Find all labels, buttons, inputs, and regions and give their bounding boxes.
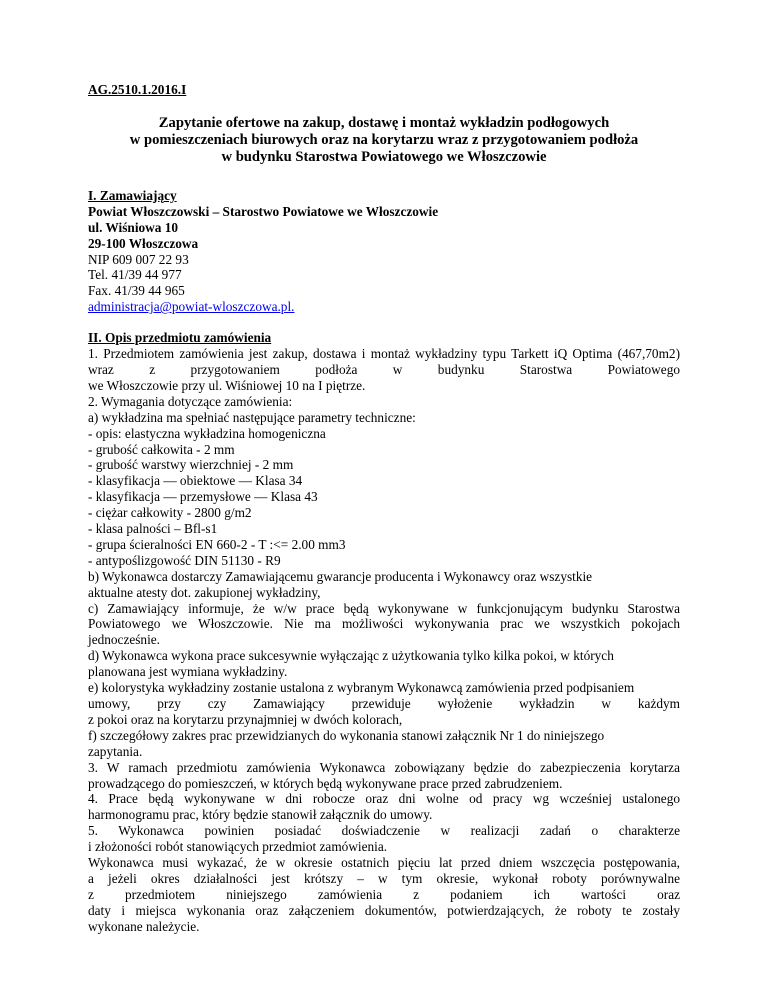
paragraph-3: 3. W ramach przedmiotu zamówienia Wykonawca zobowiązany będzie do zabezpieczenia korytarza xyxy=(88,759,680,775)
item-c: c) Zamawiający informuje, że w/w prace będą wykonywane w funkcjonującym budynku Starostwa Powiatowego we Włoszczowie. Nie ma możliwości wykonywania prac we wszystkich pokojach xyxy=(88,600,680,632)
item-b-line-2: aktualne atesty dot. zakupionej wykładziny, xyxy=(88,584,321,600)
param-item: - grubość warstwy wierzchniej - 2 mm xyxy=(88,457,294,473)
param-item: - antypoślizgowość DIN 51130 - R9 xyxy=(88,552,281,568)
param-item: - klasyfikacja — obiektowe — Klasa 34 xyxy=(88,473,303,489)
experience-line-1: Wykonawca musi wykazać, że w okresie ostatnich pięciu lat przed dniem wszczęcia postępowania, xyxy=(88,855,680,871)
item-f-last: zapytania. xyxy=(88,743,143,759)
title-line-1: Zapytanie ofertowe na zakup, dostawę i montaż wykładzin podłogowych xyxy=(158,114,610,131)
paragraph-5-last: i złożoności robót stanowiących przedmiot zamówienia. xyxy=(88,839,388,855)
param-item: - opis: elastyczna wykładzina homogeniczna xyxy=(88,425,326,441)
item-f: f) szczegółowy zakres prac przewidzianych do wykonania stanowi załącznik Nr 1 do niniejszego xyxy=(88,727,605,743)
document-reference: AG.2510.1.2016.I xyxy=(88,82,187,97)
param-item: - grubość całkowita - 2 mm xyxy=(88,441,235,457)
org-fax: Fax. 41/39 44 965 xyxy=(88,283,185,299)
item-c-last: jednocześnie. xyxy=(88,632,160,648)
paragraph-5: 5. Wykonawca powinien posiadać doświadczenie w realizacji zadań o charakterze xyxy=(88,823,680,839)
document-title xyxy=(88,115,680,166)
experience-line-5: wykonane należycie. xyxy=(88,918,200,934)
org-email-link[interactable]: administracja@powiat-wloszczowa.pl. xyxy=(88,299,295,315)
section-contracting-authority xyxy=(88,188,680,315)
section-1-heading: I. Zamawiający xyxy=(88,187,177,203)
paragraph-2: 2. Wymagania dotyczące zamówienia: xyxy=(88,393,293,409)
item-e-line-2: umowy, przy czy Zamawiający przewiduje wyłożenie wykładzin w każdym xyxy=(88,696,680,711)
experience-line-4: daty i miejsca wykonania oraz załączeniem dokumentów, potwierdzających, że roboty te zostały xyxy=(88,902,680,918)
paragraph-1: 1. Przedmiotem zamówienia jest zakup, dostawa i montaż wykładziny typu Tarkett iQ Optima (467,70m2) wraz z przygotowaniem podłoża w budynku Starostwa Powiatowego xyxy=(88,346,680,377)
title-line-2: w pomieszczeniach biurowych oraz na korytarzu wraz z przygotowaniem podłoża xyxy=(129,131,639,148)
param-item: - ciężar całkowity - 2800 g/m2 xyxy=(88,505,252,521)
item-d-line-2: planowana jest wymiana wykładziny. xyxy=(88,664,288,680)
document-page xyxy=(88,82,680,935)
experience-line-2: a jeżeli okres działalności jest krótszy – w tym okresie, wykonał roboty porównywalne xyxy=(88,870,680,886)
item-a-intro: a) wykładzina ma spełniać następujące parametry techniczne: xyxy=(88,409,416,425)
item-b-line-1: b) Wykonawca dostarczy Zamawiającemu gwarancje producenta i Wykonawcy oraz wszystkie xyxy=(88,568,593,584)
paragraph-4-last: harmonogramu prac, który będzie stanowił załącznik do umowy. xyxy=(88,807,433,823)
item-e-line-3: z pokoi oraz na korytarzu przynajmniej w dwóch kolorach, xyxy=(88,711,403,727)
paragraph-1-last: we Włoszczowie przy ul. Wiśniowej 10 na I piętrze. xyxy=(88,377,366,393)
section-order-description xyxy=(88,330,680,934)
org-street: ul. Wiśniowa 10 xyxy=(88,219,179,235)
param-item: - klasa palności – Bfl-s1 xyxy=(88,521,218,537)
experience-line-3: z przedmiotem niniejszego zamówienia z podaniem ich wartości oraz xyxy=(88,886,680,902)
title-line-3: w budynku Starostwa Powiatowego we Włoszczowie xyxy=(221,148,547,165)
paragraph-3-last: prowadzącego do pomieszczeń, w których będą wykonywane prace przed zabrudzeniem. xyxy=(88,775,563,791)
org-postal: 29-100 Włoszczowa xyxy=(88,235,199,251)
org-nip: NIP 609 007 22 93 xyxy=(88,251,189,267)
paragraph-4: 4. Prace będą wykonywane w dni robocze oraz dni wolne od pracy wg wcześniej ustalonego xyxy=(88,791,680,807)
param-item: - klasyfikacja — przemysłowe — Klasa 43 xyxy=(88,489,318,505)
param-item: - grupa ścieralności EN 660-2 - T :<= 2.00 mm3 xyxy=(88,536,346,552)
item-d-line-1: d) Wykonawca wykona prace sukcesywnie wyłączając z użytkowania tylko kilka pokoi, w których xyxy=(88,648,614,664)
org-name: Powiat Włoszczowski – Starostwo Powiatowe we Włoszczowie xyxy=(88,203,439,219)
item-e-line-1: e) kolorystyka wykładziny zostanie ustalona z wybranym Wykonawcą zamówienia przed podpisaniem xyxy=(88,680,635,696)
section-2-heading: II. Opis przedmiotu zamówienia xyxy=(88,330,272,346)
org-tel: Tel. 41/39 44 977 xyxy=(88,267,182,283)
